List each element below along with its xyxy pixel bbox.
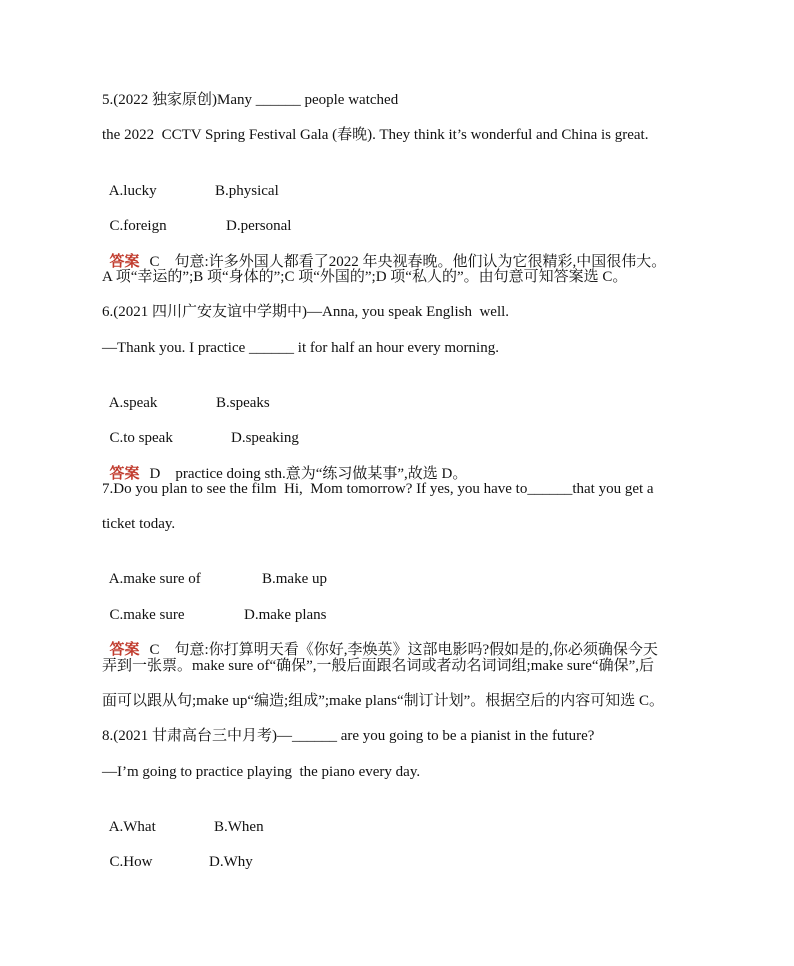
q5-option-a: A.lucky [108, 183, 157, 199]
q7-answer-line1 [102, 620, 658, 660]
q6-option-c: C.to speak [109, 430, 173, 446]
q8-stem-line1: 8.(2021 甘肃高台三中月考)—______ are you going to be a pianist in the future? [102, 728, 595, 744]
q5-stem-line2: the 2022 CCTV Spring Festival Gala (春晚). They think it’s wonderful and China is great. [102, 127, 649, 143]
q8-option-d: D.Why [209, 854, 253, 870]
q7-option-d: D.make plans [244, 607, 327, 623]
q6-option-d: D.speaking [231, 430, 299, 446]
q7-options-row2 [102, 585, 327, 625]
q7-stem-line1: 7.Do you plan to see the film Hi, Mom tomorrow? If yes, you have to______that you get a [102, 481, 654, 497]
q5-options-row1 [102, 161, 279, 201]
q7-stem-line2: ticket today. [102, 516, 176, 532]
q5-stem-line1: 5.(2022 独家原创)Many ______ people watched [102, 92, 399, 108]
q5-answer-line1 [102, 232, 666, 272]
q8-option-c: C.How [109, 854, 153, 870]
q8-option-a: A.What [108, 819, 156, 835]
q7-option-a: A.make sure of [108, 571, 201, 587]
q6-option-a: A.speak [108, 395, 158, 411]
q5-answer-line2: A 项“幸运的”;B 项“身体的”;C 项“外国的”;D 项“私人的”。由句意可知答案选 C。 [102, 269, 628, 285]
q7-option-b: B.make up [262, 571, 327, 587]
q6-answer-text1: D practice doing sth.意为“练习做某事”,故选 D。 [149, 466, 468, 482]
q5-answer-label: 答案 [109, 254, 140, 270]
q6-options-row1 [102, 373, 270, 413]
q7-answer-line2: 弄到一张票。make sure of“确保”,一般后面跟名词或者动名词词组;make sure“确保”,后 [102, 658, 654, 674]
q7-answer-line3: 面可以跟从句;make up“编造;组成”;make plans“制订计划”。根据空后的内容可知选 C。 [102, 693, 665, 709]
q7-option-c: C.make sure [109, 607, 185, 623]
q5-option-c: C.foreign [109, 218, 167, 234]
q5-answer-text1: C 句意:许多外国人都看了2022 年央视春晚。他们认为它很精彩,中国很伟大。 [149, 254, 667, 270]
q8-option-b: B.When [214, 819, 264, 835]
q6-stem-line1: 6.(2021 四川广安友谊中学期中)—Anna, you speak English well. [102, 304, 510, 320]
q6-answer-line1 [102, 444, 467, 484]
q7-answer-text1: C 句意:你打算明天看《你好,李焕英》这部电影吗?假如是的,你必须确保今天 [149, 642, 658, 658]
q7-answer-label: 答案 [109, 642, 140, 658]
q5-option-d: D.personal [226, 218, 292, 234]
q6-answer-label: 答案 [109, 466, 140, 482]
q5-options-row2 [102, 196, 292, 236]
q8-options-row2 [102, 832, 253, 872]
q6-option-b: B.speaks [216, 395, 270, 411]
q8-stem-line2: —I’m going to practice playing the piano every day. [102, 764, 421, 780]
q6-options-row2 [102, 408, 299, 448]
q8-options-row1 [102, 797, 264, 837]
q7-options-row1 [102, 549, 327, 589]
q6-stem-line2: —Thank you. I practice ______ it for half an hour every morning. [102, 340, 499, 356]
q5-option-b: B.physical [215, 183, 279, 199]
